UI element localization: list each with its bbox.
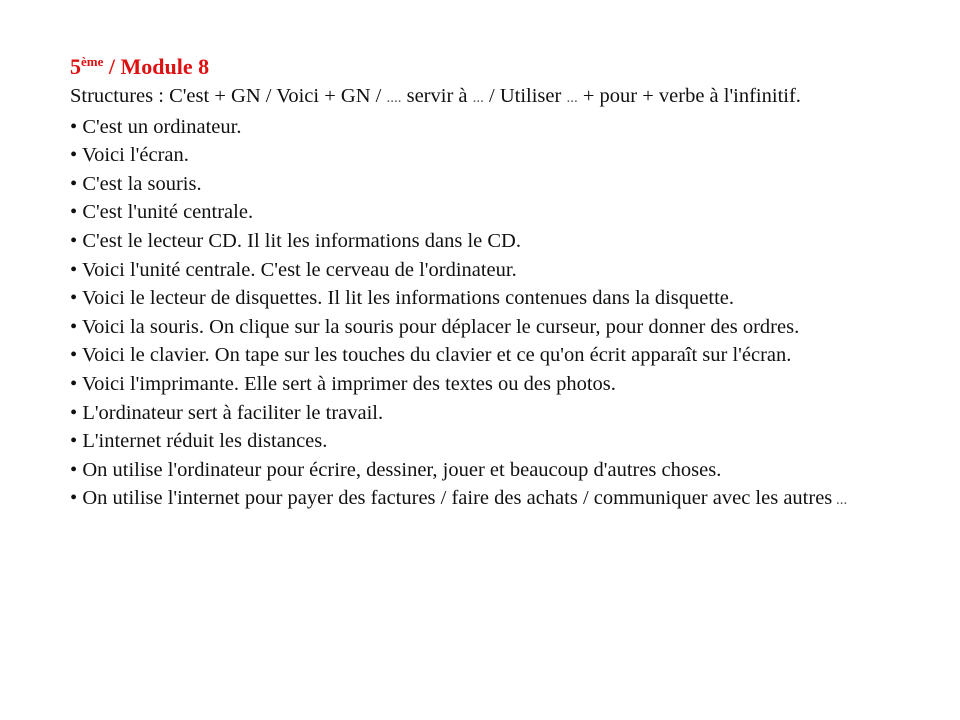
ellipsis: ... — [566, 90, 578, 106]
sentence-text: C'est un ordinateur. — [82, 115, 242, 138]
dots: .... — [386, 90, 402, 106]
grade-number: 5 — [70, 54, 81, 79]
list-item — [70, 341, 884, 370]
list-item — [70, 227, 884, 256]
bullet-icon: • — [70, 201, 78, 224]
list-item — [70, 284, 884, 313]
ellipsis: ... — [832, 492, 848, 509]
bullet-icon: • — [70, 115, 78, 138]
module-label: Module 8 — [120, 54, 210, 79]
sentence-text: L'ordinateur sert à faciliter le travail. — [82, 401, 384, 424]
list-item — [70, 456, 884, 485]
sentence-text: L'internet réduit les distances. — [82, 430, 328, 453]
sentence-text: Voici le lecteur de disquettes. Il lit les informations contenues dans la disquette. — [81, 287, 734, 310]
list-item — [70, 170, 884, 199]
bullet-icon: • — [70, 229, 78, 252]
bullet-icon: • — [70, 144, 78, 167]
structure-rest: + pour + verbe à l'infinitif. — [577, 85, 801, 107]
sentence-text: C'est l'unité centrale. — [82, 201, 254, 224]
structures-label: Structures : C'est + GN / Voici + GN / — [70, 85, 387, 107]
sentence-text: On utilise l'internet pour payer des factures / faire des achats / communiquer avec les autres — [82, 487, 833, 510]
bullet-icon: • — [70, 487, 78, 510]
list-item — [70, 256, 884, 285]
bullet-icon: • — [70, 315, 78, 338]
bullet-icon: • — [70, 344, 78, 367]
bullet-icon: • — [70, 401, 78, 424]
bullet-icon: • — [70, 258, 78, 281]
list-item — [70, 198, 884, 227]
list-item — [70, 141, 884, 170]
sentence-text: C'est le lecteur CD. Il lit les informations dans le CD. — [82, 229, 521, 252]
list-item — [70, 113, 884, 142]
list-item — [70, 313, 884, 342]
page-title — [70, 52, 884, 82]
structure-separator: / — [483, 85, 500, 107]
sentence-text: Voici l'écran. — [81, 144, 189, 167]
bullet-icon: • — [70, 172, 78, 195]
bullet-icon: • — [70, 430, 78, 453]
ellipsis: ... — [472, 90, 484, 106]
sentence-text: Voici le clavier. On tape sur les touches du clavier et ce qu'on écrit apparaît sur l'écran. — [81, 344, 792, 367]
list-item — [70, 484, 884, 515]
structure-utiliser: Utiliser — [499, 85, 567, 107]
sentence-text: On utilise l'ordinateur pour écrire, dessiner, jouer et beaucoup d'autres choses. — [82, 458, 722, 481]
bullet-icon: • — [70, 458, 78, 481]
sentence-text: C'est la souris. — [82, 172, 202, 195]
bullet-icon: • — [70, 372, 78, 395]
sentence-text: Voici l'unité centrale. C'est le cerveau de l'ordinateur. — [81, 258, 517, 281]
structure-servir: servir à — [401, 85, 473, 107]
structures-line — [70, 82, 884, 113]
list-item — [70, 427, 884, 456]
grade-suffix: ème — [81, 54, 104, 69]
list-item — [70, 399, 884, 428]
sentence-text: Voici l'imprimante. Elle sert à imprimer des textes ou des photos. — [81, 372, 616, 395]
title-separator: / — [103, 54, 121, 79]
document-page — [70, 52, 884, 515]
list-item — [70, 370, 884, 399]
bullet-icon: • — [70, 287, 78, 310]
sentence-text: Voici la souris. On clique sur la souris pour déplacer le curseur, pour donner des ordres. — [81, 315, 800, 338]
